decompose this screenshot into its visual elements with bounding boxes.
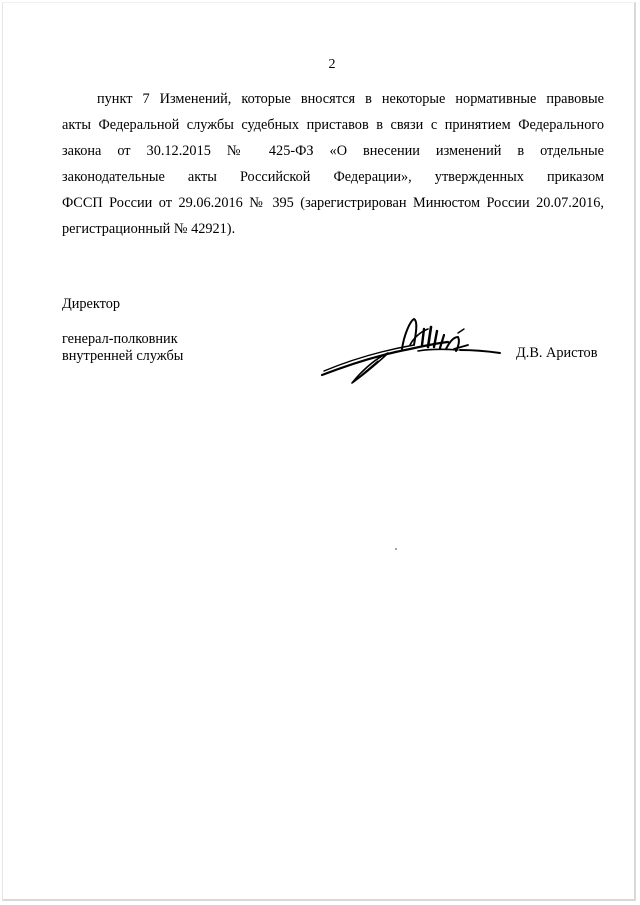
body-line: акты Федеральной службы судебных приставов в связи с принятием Федерального — [62, 117, 604, 133]
signer-title: Директор — [62, 296, 121, 312]
handwritten-signature — [318, 315, 504, 395]
signer-rank — [62, 331, 183, 365]
body-line: ФССП России от 29.06.2016 № 395 (зарегистрирован Минюстом России 20.07.2016, — [62, 195, 604, 211]
body-line: пункт 7 Изменений, которые вносятся в некоторые нормативные правовые — [97, 91, 604, 107]
body-line: законодательные акты Российской Федерации», утвержденных приказом — [62, 169, 604, 185]
body-paragraph — [62, 86, 604, 242]
scan-speck — [395, 548, 397, 550]
signer-rank-line: генерал-полковник — [62, 331, 178, 347]
page-number: 2 — [328, 57, 336, 72]
body-line: закона от 30.12.2015 № 425-ФЗ «О внесении изменений в отдельные — [62, 143, 604, 159]
body-line: регистрационный № 42921). — [62, 221, 236, 237]
signer-rank-line: внутренней службы — [62, 348, 184, 364]
signer-name: Д.В. Аристов — [516, 345, 598, 361]
